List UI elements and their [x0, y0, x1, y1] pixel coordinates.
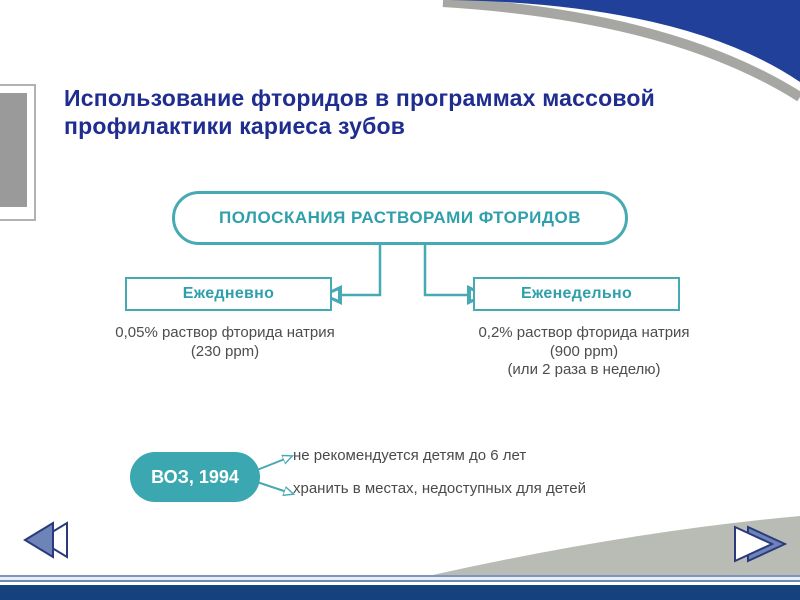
diagram-node-daily: Ежедневно [125, 277, 332, 311]
prev-slide-button[interactable] [23, 521, 69, 560]
footer-bar [0, 585, 800, 600]
note-item-storage: хранить в местах, недоступных для детей [293, 480, 586, 497]
next-slide-button[interactable] [733, 525, 787, 564]
bottom-swoosh-decoration [0, 480, 800, 576]
diagram-node-weekly: Еженедельно [473, 277, 680, 311]
caption-daily-line1: 0,05% раствор фторида натрия [115, 324, 335, 341]
caption-weekly-line2: (900 ppm) [549, 342, 619, 360]
caption-weekly [459, 324, 709, 380]
who-source-badge: ВОЗ, 1994 [130, 452, 260, 502]
note-item-age-limit: не рекомендуется детям до 6 лет [293, 447, 527, 464]
caption-weekly-line1: 0,2% раствор фторида натрия [478, 324, 690, 341]
slide-title: Использование фторидов в программах массовой профилактики кариеса зубов [64, 85, 655, 139]
caption-weekly-line3: (или 2 раза в неделю) [507, 361, 661, 378]
diagram-root-node: ПОЛОСКАНИЯ РАСТВОРАМИ ФТОРИДОВ [172, 191, 628, 245]
prev-arrow-front-icon [25, 523, 53, 557]
caption-daily-line2: (230 ppm) [190, 342, 260, 360]
caption-daily [100, 324, 350, 361]
